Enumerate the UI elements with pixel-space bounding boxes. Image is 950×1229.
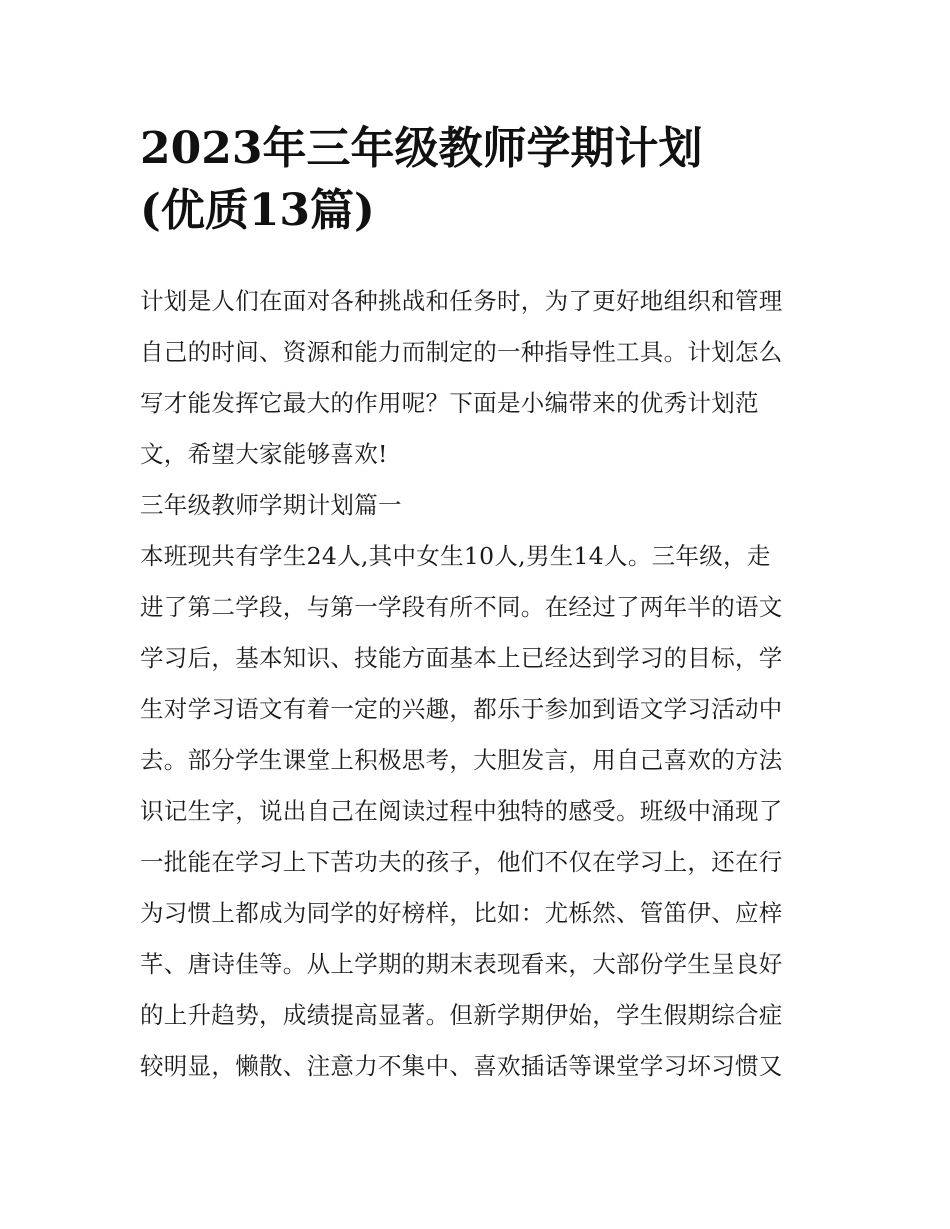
body-line: 识记生字，说出自己在阅读过程中独特的感受。班级中涌现了 — [140, 797, 783, 825]
body-line: 去。部分学生课堂上积极思考，大胆发言，用自己喜欢的方法 — [140, 746, 783, 774]
intro-line: 写才能发挥它最大的作用呢？下面是小编带来的优秀计划范 — [140, 389, 759, 417]
body-line: 的上升趋势，成绩提高显著。但新学期伊始，学生假期综合症 — [140, 1001, 783, 1029]
body-line: 生对学习语文有着一定的兴趣，都乐于参加到语文学习活动中 — [140, 695, 783, 723]
body-line: 较明显，懒散、注意力不集中、喜欢插话等课堂学习坏习惯又 — [140, 1052, 783, 1080]
intro-line: 计划是人们在面对各种挑战和任务时，为了更好地组织和管理 — [140, 287, 783, 315]
body-paragraph — [140, 531, 812, 1092]
body-line: 为习惯上都成为同学的好榜样，比如：尤栎然、管笛伊、应梓 — [140, 899, 783, 927]
title-line-1: 2023年三年级教师学期计划 — [140, 123, 703, 174]
section-heading: 三年级教师学期计划篇一 — [140, 491, 402, 519]
body-line: 学习后，基本知识、技能方面基本上已经达到学习的目标，学 — [140, 644, 783, 672]
body-line: 芊、唐诗佳等。从上学期的期末表现看来，大部份学生呈良好 — [140, 950, 783, 978]
body-line: 一批能在学习上下苦功夫的孩子，他们不仅在学习上，还在行 — [140, 848, 783, 876]
body-line: 本班现共有学生24人,其中女生10人,男生14人。三年级，走 — [140, 542, 771, 570]
document-body — [140, 276, 812, 1092]
intro-paragraph — [140, 276, 812, 480]
intro-line: 自己的时间、资源和能力而制定的一种指导性工具。计划怎么 — [140, 338, 783, 366]
title-line-2: (优质13篇) — [140, 185, 375, 236]
intro-line: 文，希望大家能够喜欢! — [140, 440, 388, 468]
body-line: 进了第二学段，与第一学段有所不同。在经过了两年半的语文 — [140, 593, 783, 621]
document-title — [140, 118, 820, 242]
